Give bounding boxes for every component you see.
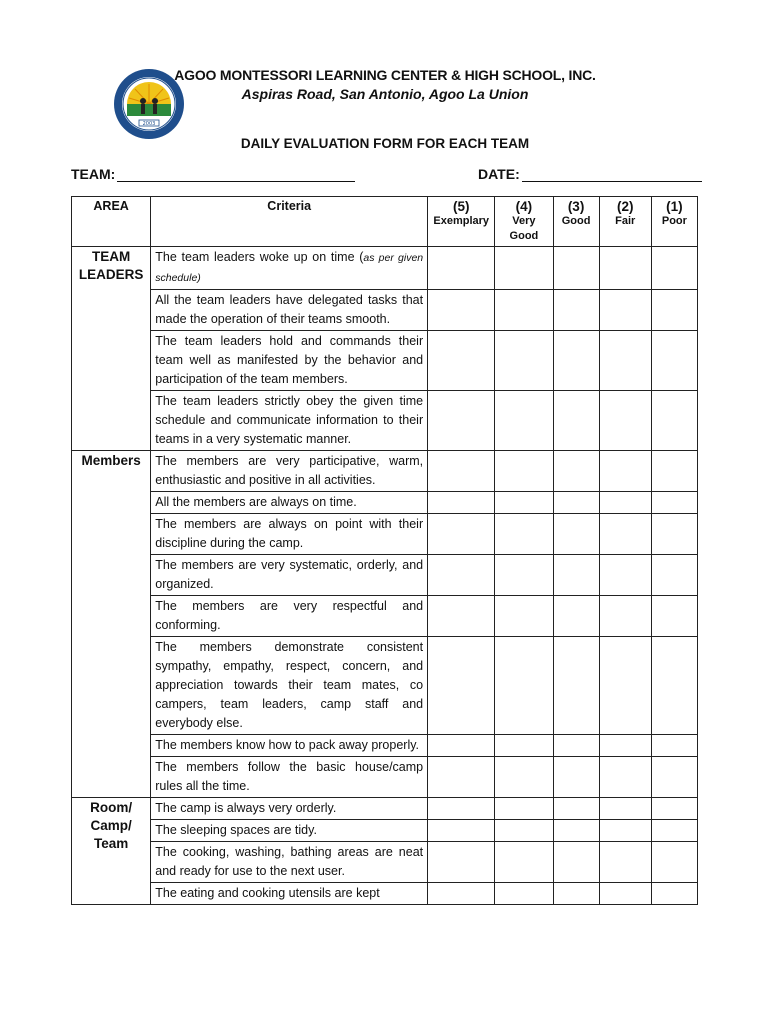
rating-cell[interactable] bbox=[599, 757, 651, 798]
rating-number: (4) bbox=[515, 199, 533, 214]
team-field bbox=[71, 166, 355, 182]
school-address: Aspiras Road, San Antonio, Agoo La Union bbox=[241, 86, 529, 102]
rating-header-2 bbox=[599, 197, 651, 247]
criteria-text: The team leaders woke up on time ( bbox=[155, 250, 364, 264]
rating-cell[interactable] bbox=[428, 842, 495, 883]
rating-cell[interactable] bbox=[599, 514, 651, 555]
rating-cell[interactable] bbox=[495, 290, 553, 331]
table-row bbox=[72, 290, 698, 331]
criteria-text: The members are very participative, warm, enthusiastic and positive in all activities. bbox=[155, 454, 424, 487]
rating-cell[interactable] bbox=[428, 247, 495, 290]
criteria-cell bbox=[151, 637, 428, 735]
criteria-cell bbox=[151, 391, 428, 451]
criteria-cell bbox=[151, 290, 428, 331]
rating-cell[interactable] bbox=[553, 391, 599, 451]
rating-cell[interactable] bbox=[495, 492, 553, 514]
rating-cell[interactable] bbox=[495, 596, 553, 637]
criteria-text: All the team leaders have delegated tasks that made the operation of their teams smooth. bbox=[155, 293, 424, 326]
form-title: DAILY EVALUATION FORM FOR EACH TEAM bbox=[240, 136, 530, 151]
criteria-text: The cooking, washing, bathing areas are neat and ready for use to the next user. bbox=[155, 845, 424, 878]
rating-number: (5) bbox=[452, 199, 470, 214]
rating-cell[interactable] bbox=[599, 492, 651, 514]
rating-cell[interactable] bbox=[651, 883, 697, 905]
criteria-cell bbox=[151, 842, 428, 883]
area-cell: Room/ Camp/ Team bbox=[72, 798, 151, 905]
rating-cell[interactable] bbox=[651, 757, 697, 798]
rating-cell[interactable] bbox=[428, 798, 495, 820]
criteria-cell bbox=[151, 757, 428, 798]
rating-label: Very Good bbox=[509, 215, 539, 242]
team-blank-line[interactable] bbox=[117, 167, 355, 182]
criteria-text: The members are always on point with their discipline during the camp. bbox=[155, 517, 424, 550]
rating-cell[interactable] bbox=[599, 735, 651, 757]
rating-cell[interactable] bbox=[553, 247, 599, 290]
evaluation-table bbox=[71, 196, 698, 905]
table-row bbox=[72, 842, 698, 883]
table-row bbox=[72, 596, 698, 637]
date-blank-line[interactable] bbox=[522, 167, 702, 182]
rating-cell[interactable] bbox=[599, 290, 651, 331]
rating-cell[interactable] bbox=[553, 492, 599, 514]
table-row bbox=[72, 492, 698, 514]
rating-cell[interactable] bbox=[428, 735, 495, 757]
criteria-text: The members are very respectful and conforming. bbox=[155, 599, 424, 632]
table-row bbox=[72, 820, 698, 842]
rating-cell[interactable] bbox=[428, 514, 495, 555]
rating-cell[interactable] bbox=[428, 555, 495, 596]
rating-cell[interactable] bbox=[553, 757, 599, 798]
table-header-row bbox=[72, 197, 698, 247]
table-row bbox=[72, 735, 698, 757]
criteria-cell bbox=[151, 883, 428, 905]
rating-header-4 bbox=[495, 197, 553, 247]
criteria-text: The team leaders hold and commands their team well as manifested by the behavior and participation of the team members. bbox=[155, 334, 424, 386]
criteria-text: The members know how to pack away properly. bbox=[155, 738, 420, 752]
rating-cell[interactable] bbox=[495, 842, 553, 883]
rating-cell[interactable] bbox=[553, 331, 599, 391]
criteria-cell bbox=[151, 555, 428, 596]
date-label: DATE: bbox=[478, 166, 520, 182]
rating-cell[interactable] bbox=[428, 391, 495, 451]
rating-cell[interactable] bbox=[651, 842, 697, 883]
rating-cell[interactable] bbox=[553, 820, 599, 842]
table-row bbox=[72, 331, 698, 391]
rating-cell[interactable] bbox=[553, 798, 599, 820]
rating-label: Exemplary bbox=[433, 215, 490, 227]
rating-cell[interactable] bbox=[651, 247, 697, 290]
rating-cell[interactable] bbox=[495, 391, 553, 451]
area-cell: Members bbox=[72, 451, 151, 798]
rating-cell[interactable] bbox=[553, 735, 599, 757]
criteria-text: The members demonstrate consistent sympathy, empathy, respect, concern, and appreciation towards their team mates, co campers, team leaders, camp staff and everybody else. bbox=[155, 640, 424, 730]
rating-cell[interactable] bbox=[651, 637, 697, 735]
criteria-text: The sleeping spaces are tidy. bbox=[155, 823, 317, 837]
rating-cell[interactable] bbox=[599, 883, 651, 905]
rating-header-5 bbox=[428, 197, 495, 247]
table-row bbox=[72, 757, 698, 798]
table-row bbox=[72, 451, 698, 492]
rating-cell[interactable] bbox=[495, 735, 553, 757]
rating-cell[interactable] bbox=[428, 637, 495, 735]
rating-cell[interactable] bbox=[553, 596, 599, 637]
criteria-text: The members are very systematic, orderly, and organized. bbox=[155, 558, 424, 591]
rating-cell[interactable] bbox=[428, 820, 495, 842]
table-row bbox=[72, 391, 698, 451]
rating-cell[interactable] bbox=[651, 555, 697, 596]
rating-cell[interactable] bbox=[651, 820, 697, 842]
criteria-cell bbox=[151, 492, 428, 514]
criteria-note: as per given schedule) bbox=[155, 252, 424, 284]
criteria-text: The eating and cooking utensils are kept bbox=[155, 886, 380, 900]
rating-cell[interactable] bbox=[651, 596, 697, 637]
criteria-text: The camp is always very orderly. bbox=[155, 801, 337, 815]
rating-cell[interactable] bbox=[599, 555, 651, 596]
rating-cell[interactable] bbox=[599, 637, 651, 735]
rating-cell[interactable] bbox=[495, 798, 553, 820]
rating-cell[interactable] bbox=[495, 514, 553, 555]
criteria-cell bbox=[151, 451, 428, 492]
rating-cell[interactable] bbox=[651, 798, 697, 820]
team-label: TEAM: bbox=[71, 166, 116, 182]
rating-cell[interactable] bbox=[651, 451, 697, 492]
rating-cell[interactable] bbox=[428, 596, 495, 637]
area-cell: TEAM LEADERS bbox=[72, 247, 151, 451]
rating-number: (1) bbox=[666, 199, 683, 214]
table-row bbox=[72, 883, 698, 905]
rating-cell[interactable] bbox=[553, 883, 599, 905]
rating-cell[interactable] bbox=[553, 555, 599, 596]
rating-cell[interactable] bbox=[651, 331, 697, 391]
rating-cell[interactable] bbox=[553, 637, 599, 735]
rating-cell[interactable] bbox=[428, 290, 495, 331]
rating-cell[interactable] bbox=[553, 842, 599, 883]
rating-cell[interactable] bbox=[428, 492, 495, 514]
table-row bbox=[72, 555, 698, 596]
criteria-cell bbox=[151, 820, 428, 842]
table-row bbox=[72, 637, 698, 735]
rating-cell[interactable] bbox=[553, 514, 599, 555]
criteria-text: The members follow the basic house/camp rules all the time. bbox=[155, 760, 424, 793]
rating-cell[interactable] bbox=[599, 820, 651, 842]
rating-cell[interactable] bbox=[428, 451, 495, 492]
table-row bbox=[72, 514, 698, 555]
rating-cell[interactable] bbox=[599, 451, 651, 492]
rating-cell[interactable] bbox=[428, 757, 495, 798]
rating-cell[interactable] bbox=[651, 391, 697, 451]
criteria-cell bbox=[151, 735, 428, 757]
rating-cell[interactable] bbox=[599, 842, 651, 883]
area-header: AREA bbox=[72, 197, 151, 247]
rating-cell[interactable] bbox=[428, 331, 495, 391]
rating-number: (2) bbox=[616, 199, 634, 214]
date-field bbox=[478, 166, 702, 182]
rating-header-3 bbox=[553, 197, 599, 247]
rating-cell[interactable] bbox=[599, 331, 651, 391]
rating-cell[interactable] bbox=[495, 883, 553, 905]
rating-cell[interactable] bbox=[495, 331, 553, 391]
criteria-text: All the members are always on time. bbox=[155, 495, 357, 509]
rating-label: Fair bbox=[615, 215, 636, 227]
rating-cell[interactable] bbox=[599, 798, 651, 820]
rating-cell[interactable] bbox=[599, 596, 651, 637]
rating-cell[interactable] bbox=[553, 290, 599, 331]
criteria-cell bbox=[151, 514, 428, 555]
rating-cell[interactable] bbox=[651, 290, 697, 331]
logo-year: 2003 bbox=[142, 121, 156, 127]
criteria-text: The team leaders strictly obey the given time schedule and communicate information to their teams in a very systematic manner. bbox=[155, 394, 424, 446]
rating-cell[interactable] bbox=[599, 247, 651, 290]
criteria-header: Criteria bbox=[151, 197, 428, 247]
rating-label: Good bbox=[561, 215, 591, 227]
criteria-cell bbox=[151, 798, 428, 820]
criteria-cell bbox=[151, 331, 428, 391]
rating-cell[interactable] bbox=[651, 492, 697, 514]
rating-cell[interactable] bbox=[495, 555, 553, 596]
rating-cell[interactable] bbox=[553, 451, 599, 492]
table-row bbox=[72, 247, 698, 290]
rating-label: Poor bbox=[661, 215, 687, 227]
rating-cell[interactable] bbox=[599, 391, 651, 451]
rating-cell[interactable] bbox=[651, 514, 697, 555]
criteria-cell bbox=[151, 247, 428, 290]
criteria-cell bbox=[151, 596, 428, 637]
rating-cell[interactable] bbox=[428, 883, 495, 905]
rating-cell[interactable] bbox=[495, 451, 553, 492]
rating-header-1 bbox=[651, 197, 697, 247]
rating-number: (3) bbox=[567, 199, 585, 214]
rating-cell[interactable] bbox=[651, 735, 697, 757]
rating-cell[interactable] bbox=[495, 637, 553, 735]
rating-cell[interactable] bbox=[495, 247, 553, 290]
rating-cell[interactable] bbox=[495, 757, 553, 798]
table-row bbox=[72, 798, 698, 820]
school-name: AGOO MONTESSORI LEARNING CENTER & HIGH SCHOOL, INC. bbox=[174, 67, 596, 83]
rating-cell[interactable] bbox=[495, 820, 553, 842]
